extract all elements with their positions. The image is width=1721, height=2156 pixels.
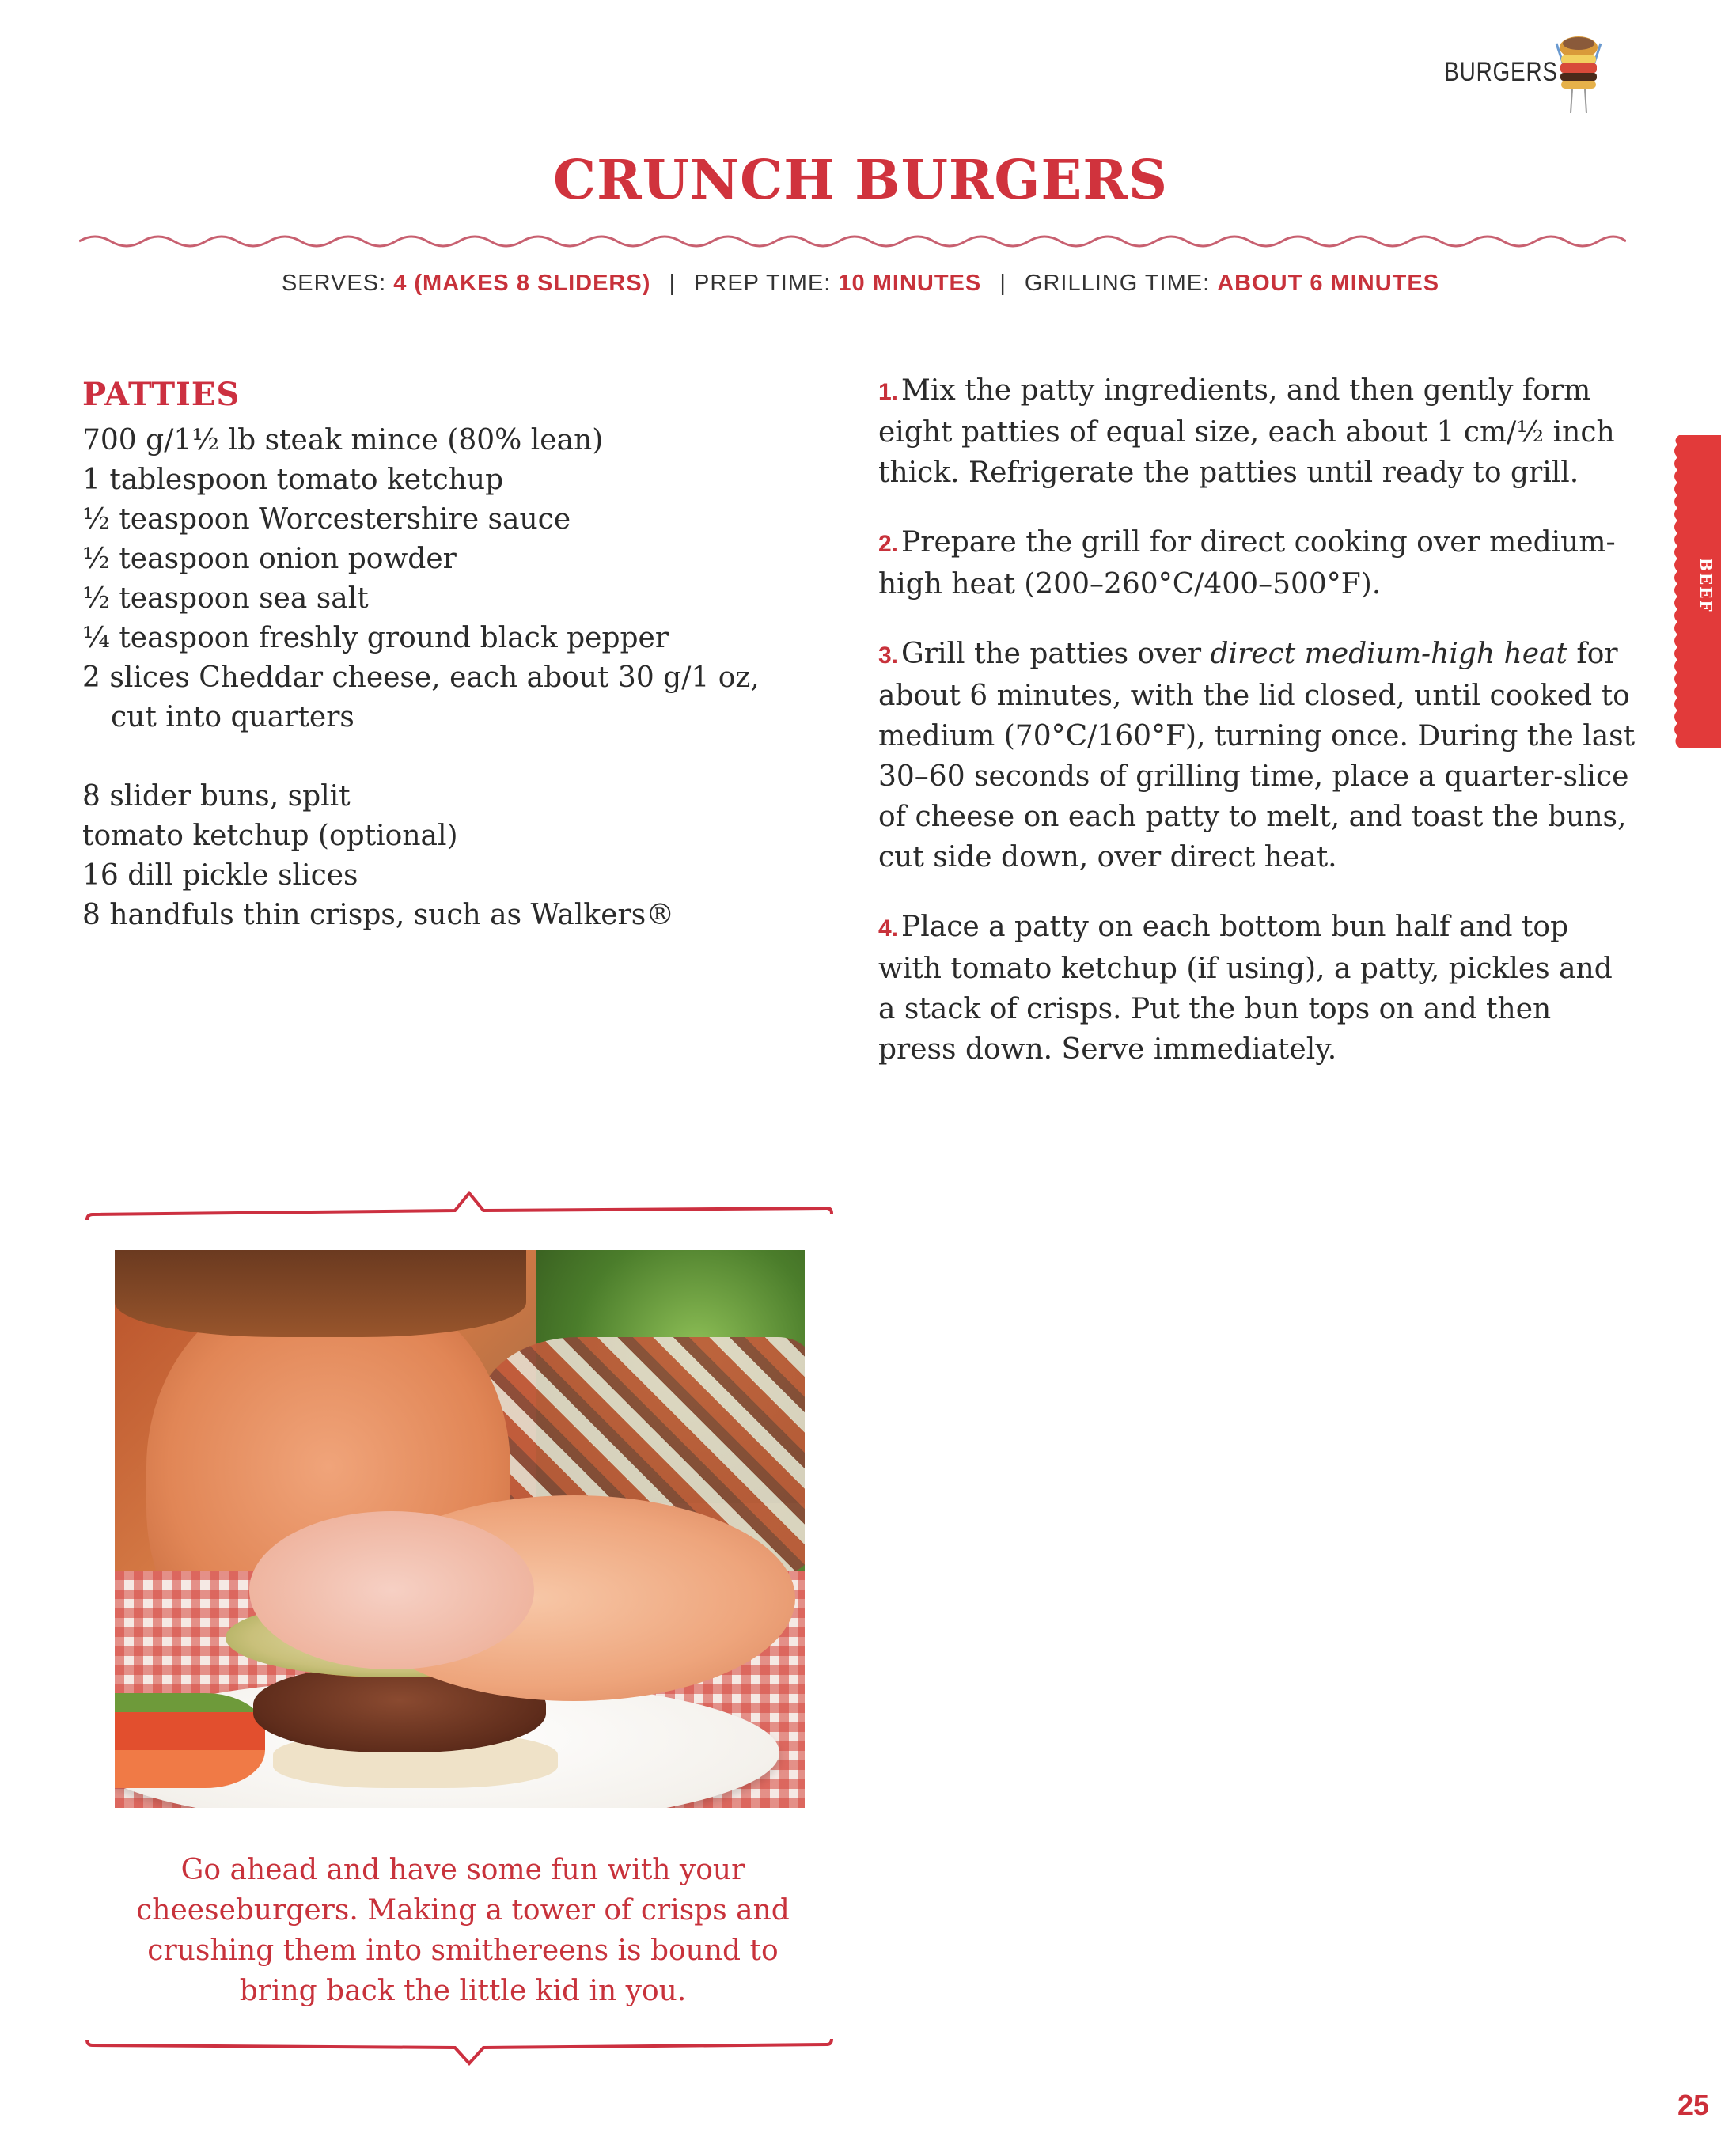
photo-frame-top bbox=[83, 1187, 835, 1226]
ingredients-spacer bbox=[82, 737, 810, 777]
step-number: 4. bbox=[878, 915, 899, 942]
serves-label: SERVES: bbox=[281, 271, 387, 296]
ingredients-group-patties bbox=[82, 421, 810, 737]
ingredient-item: 700 g/1½ lb steak mince (80% lean) bbox=[82, 424, 604, 457]
ingredient-item: 1 tablespoon tomato ketchup bbox=[82, 464, 504, 496]
meta-separator: | bbox=[999, 271, 1006, 296]
grill-label: GRILLING TIME: bbox=[1024, 271, 1211, 296]
prep-value: 10 MINUTES bbox=[838, 271, 982, 296]
ingredient-item: 2 slices Cheddar cheese, each about 30 g/1 oz, cut into quarters bbox=[82, 661, 760, 733]
step-3 bbox=[878, 634, 1638, 877]
ingredients-group-assembly bbox=[82, 777, 810, 935]
step-text: Grill the patties over bbox=[901, 638, 1211, 670]
step-text: Mix the patty ingredients, and then gently form eight patties of equal size, each about 1 cm/½ inch thick. Refrigerate the patties until ready to grill. bbox=[878, 374, 1615, 489]
ingredients-section bbox=[82, 376, 810, 935]
ingredient-item: tomato ketchup (optional) bbox=[82, 820, 458, 852]
step-number: 2. bbox=[878, 531, 899, 557]
recipe-title: CRUNCH BURGERS bbox=[553, 149, 1168, 212]
ingredient-item: ½ teaspoon onion powder bbox=[82, 543, 457, 575]
wavy-divider bbox=[79, 229, 1626, 253]
ingredient-item: 8 handfuls thin crisps, such as Walkers® bbox=[82, 899, 675, 931]
step-text: for about 6 minutes, with the lid closed, until cooked to medium (70°C/160°F), turning once. During the last 30–60 seconds of grilling time, place a quarter-slice of cheese on each patty to melt, and toast the buns, cut side down, over direct heat. bbox=[878, 638, 1636, 873]
ingredient-item: ½ teaspoon sea salt bbox=[82, 582, 369, 615]
recipe-photo bbox=[115, 1250, 805, 1808]
ingredient-item: 8 slider buns, split bbox=[82, 780, 351, 813]
step-1 bbox=[878, 370, 1638, 493]
ingredient-item: 16 dill pickle slices bbox=[82, 859, 358, 892]
chapter-tab-label: BEEF bbox=[1696, 558, 1715, 613]
section-label: BURGERS bbox=[1444, 57, 1558, 87]
burger-mascot-icon bbox=[1547, 20, 1610, 123]
step-text: Place a patty on each bottom bun half and top with tomato ketchup (if using), a patty, pickles and a stack of crisps. Put the bun tops on and then press down. Serve immediately. bbox=[878, 911, 1613, 1066]
ingredients-heading: PATTIES bbox=[82, 376, 241, 413]
serves-value: 4 (MAKES 8 SLIDERS) bbox=[393, 271, 651, 296]
page-number: 25 bbox=[1677, 2089, 1709, 2121]
method-steps bbox=[878, 370, 1638, 1099]
photo-caption: Go ahead and have some fun with your cheeseburgers. Making a tower of crisps and crushing them into smithereens is bound to bring back the little kid in you. bbox=[136, 1854, 790, 2007]
ingredient-item: ½ teaspoon Worcestershire sauce bbox=[82, 503, 571, 536]
step-4 bbox=[878, 907, 1638, 1070]
meta-separator: | bbox=[669, 271, 676, 296]
step-2 bbox=[878, 522, 1638, 604]
step-text: Prepare the grill for direct cooking over medium-high heat (200–260°C/400–500°F). bbox=[878, 526, 1616, 601]
recipe-meta bbox=[0, 271, 1721, 297]
step-number: 3. bbox=[878, 642, 899, 669]
grill-value: ABOUT 6 MINUTES bbox=[1217, 271, 1440, 296]
photo-frame-bottom bbox=[83, 2033, 835, 2073]
ingredient-item: ¼ teaspoon freshly ground black pepper bbox=[82, 622, 669, 654]
prep-label: PREP TIME: bbox=[694, 271, 832, 296]
step-emphasis: direct medium-high heat bbox=[1210, 638, 1567, 670]
step-number: 1. bbox=[878, 379, 899, 405]
